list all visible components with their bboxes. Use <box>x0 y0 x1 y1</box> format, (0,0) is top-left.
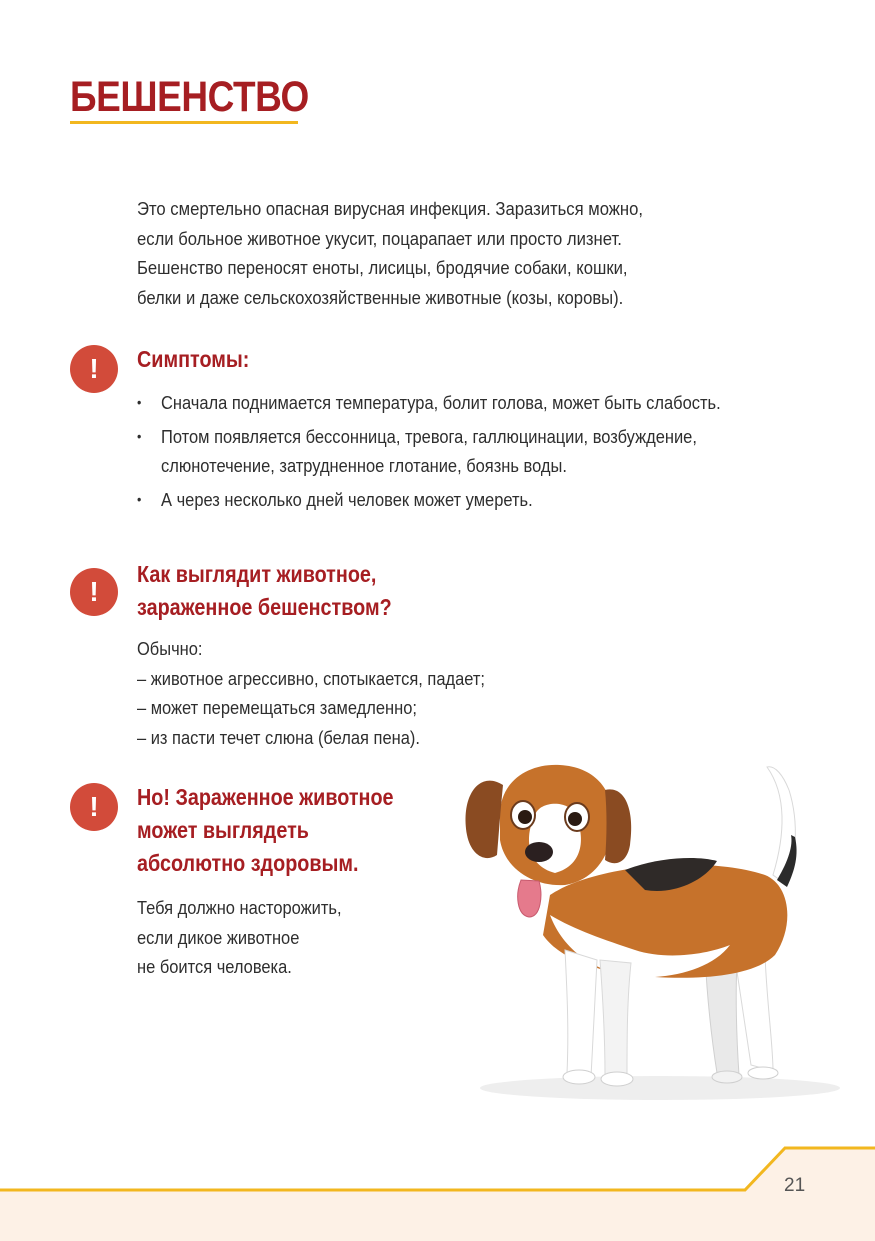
list-item: • Потом появляется бессонница, тревога, галлюцинации, возбуждение, слюнотечение, затрудненное глотание, боязнь воды. <box>137 422 766 481</box>
alert-icon: ! <box>70 345 118 393</box>
warning-heading <box>137 781 394 880</box>
warning-heading-line: абсолютно здоровым. <box>137 850 359 876</box>
symptoms-heading <box>137 343 249 376</box>
intro-line: если больное животное укусит, поцарапает или просто лизнет. <box>137 227 622 249</box>
look-line: Обычно: <box>137 638 203 659</box>
intro-line: Это смертельно опасная вирусная инфекция. Заразиться можно, <box>137 198 644 219</box>
warning-heading-line: может выглядеть <box>137 817 309 843</box>
page-number: 21 <box>784 1175 806 1196</box>
warning-description <box>137 893 342 982</box>
look-line: – может перемещаться замедленно; <box>137 697 417 718</box>
intro-line: белки и даже сельскохозяйственные животные (козы, коровы). <box>137 286 624 308</box>
look-description <box>137 634 485 752</box>
title-underline <box>70 121 298 124</box>
symptoms-heading-text: Симптомы: <box>137 346 250 372</box>
symptoms-list <box>137 388 778 518</box>
list-item: • А через несколько дней человек может умереть. <box>137 485 778 515</box>
alert-icon: ! <box>70 783 118 831</box>
page-title: БЕШЕНСТВО <box>70 73 309 121</box>
warning-line: не боится человека. <box>137 956 292 977</box>
footer-decoration <box>0 1140 875 1200</box>
dog-illustration <box>455 755 855 1115</box>
look-heading <box>137 558 392 624</box>
warning-line: Тебя должно насторожить, <box>137 897 342 918</box>
look-heading-line: зараженное бешенством? <box>137 594 392 620</box>
look-line: – из пасти течет слюна (белая пена). <box>137 726 420 748</box>
look-line: – животное агрессивно, спотыкается, падает; <box>137 667 485 689</box>
intro-paragraph <box>137 194 695 312</box>
list-item: • Сначала поднимается температура, болит голова, может быть слабость. <box>137 388 778 418</box>
warning-heading-line: Но! Зараженное животное <box>137 784 394 810</box>
look-heading-line: Как выглядит животное, <box>137 561 377 587</box>
warning-line: если дикое животное <box>137 926 300 948</box>
alert-icon: ! <box>70 568 118 616</box>
intro-line: Бешенство переносят еноты, лисицы, бродячие собаки, кошки, <box>137 257 628 278</box>
